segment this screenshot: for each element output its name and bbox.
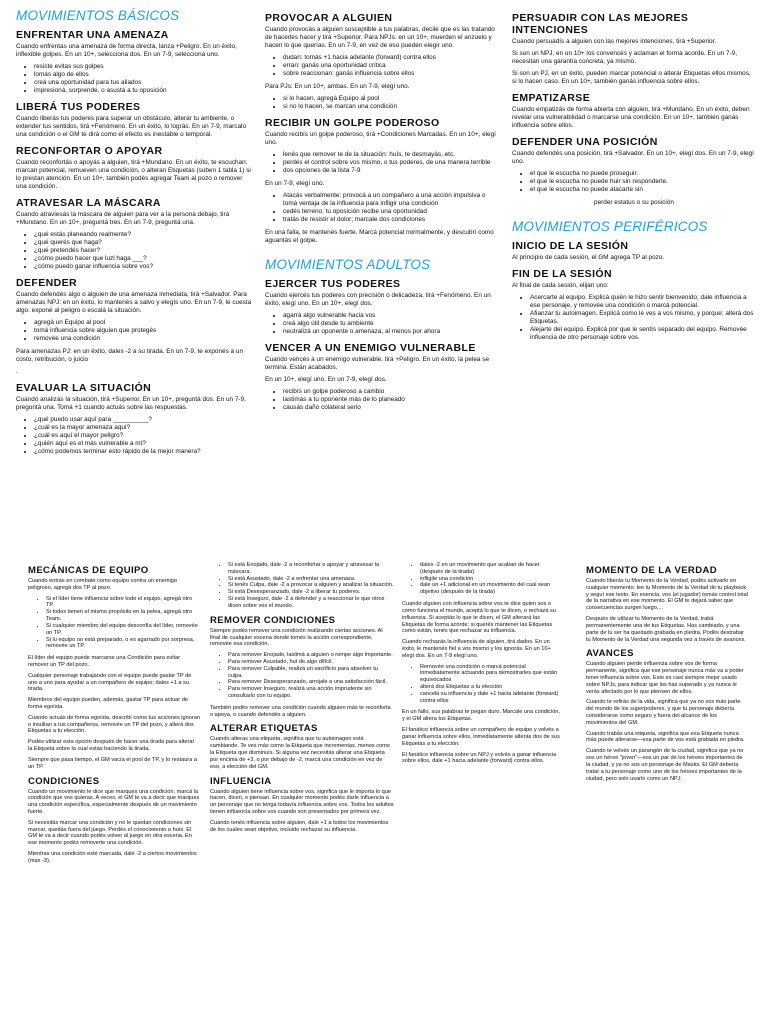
move-title: INFLUENCIA <box>210 775 272 787</box>
move-title: EJERCER TUS PODERES <box>265 278 401 290</box>
list-item: • perdés el control sobre vos mismo, o tus poderes, de una manera terrible <box>283 159 501 167</box>
list-item: • Acercarte al equipo. Explicá quién le hizo sentir bienvenido; dale influencia a ese personaje, y removée una condición o marcá potencial. <box>530 294 756 310</box>
move-block <box>512 136 756 207</box>
bullet-list <box>402 664 562 705</box>
move-title: ENFRENTAR UNA AMENAZA <box>16 29 169 41</box>
rule-text: Cuando alguien tiene influencia sobre vos, significa que le importa lo que hacen, dicen, o piensan. En cualquier momento podés darle influencia a un personaje que no tenga todavía influencia sobre vos. Todos los adultos tienen influencia sobre vos cuando son presentados por primera vez. <box>210 788 394 815</box>
rule-text: El fanático influencia sobre un NPJ y volvés a ganar influencia sobre ellos, dale +1 hacia adelante (forward) contra ellos. <box>402 751 557 765</box>
section-title: MOVIMIENTOS BÁSICOS <box>16 8 180 23</box>
rule-text: Cuando alguien pierde influencia sobre vos de forma permanente, significa que ese personaje nunca más va a poder tener influencia sobre vos. Esto es casi siempre mejor usado sobre NPJs, para indicar que los has superado y ya nunca le verás afectado por lo que piensen de ellos. <box>586 661 744 695</box>
list-item: • ¿cómo podemos terminar esto rápido de la mejor manera? <box>34 448 252 456</box>
rule-text: Cuando vencés a un enemigo vulnerable, tirá +Peligro. En un éxito, la pelea se termina. Están acabados. <box>265 356 489 371</box>
rule-text: Cuando provocás a alguien susceptible a tus palabras, decile que es las tratando de hacerles hacer y tirá +Superior. Para NPJs: en un 10+, muerden el anzuelo y hacen lo que querías. En un 7-9, en vez de eso pueden elegir uno. <box>265 26 495 49</box>
move-block <box>265 342 501 412</box>
rule-text: Cuando enfrentas una amenaza de forma directa, lanza +Peligro. En un éxito, inflexible golpes. En un 10+, selecciona dos. En un 7-9, selecciona uno. <box>16 43 237 58</box>
section-title: MOVIMIENTOS PERIFÉRICOS <box>512 219 708 234</box>
rule-text: Cuando alguien con influencia sobre vos te dice quien sos o como funciona el mundo, aceptá lo que te dicen, o rechazá su influencia. Si aceptás lo que te dicen, el GM alterará las Etiquetas de forma acorde; si querés mantener las Etiquetas como están, tenés que rechazar su influencia. <box>402 601 556 635</box>
list-item: • Si está Enojado, dale -2 a reconfortar o apoyar y atravesar la máscara. <box>228 562 394 576</box>
rule-text: Cuando empatizás de forma abierta con alguien, tirá +Mundano. En un éxito, deben revelar una vulnerabilidad o marcarse una condición. En un 10+, también ganás influencia sobre ellos. <box>512 106 750 129</box>
list-item: • Para remover Enojado, lastimá a alguien o rompe algo importante. <box>228 652 394 659</box>
rule-text: Cuando analizás la situación, tirá +Superior. En un 10+, preguntá dos. En un 7-9, preguntá una. Tomá +1 cuando actuás sobre las respuestas. <box>16 396 246 411</box>
move-block <box>16 145 252 191</box>
move-block <box>265 117 501 245</box>
list-item: • lomás algo de ellos <box>34 71 252 79</box>
rule-text: Para amenazas PJ: en un éxito, dales -2 a su tirada. En un 7-9, te exponés a un costo, retribución, o juicio <box>16 348 244 363</box>
list-item: • ¿cómo puedo ganar influencia sobre vos? <box>34 263 252 271</box>
list-item: • dale un +1 adicional en un movimiento del cual sean objetivo (después de la tirada) <box>420 582 562 596</box>
rule-text: perder estatus o su posición <box>594 199 674 206</box>
bullet-list <box>265 54 501 78</box>
list-item: • neutralizá un oponente o amenaza, al menos por ahora <box>283 328 501 336</box>
list-item: • Para remover Culpable, realizá un sacrificio para absolver tu culpa. <box>228 666 394 680</box>
move-block <box>265 12 501 111</box>
move-title: PERSUADIR CON LAS MEJORES INTENCIONES <box>512 12 689 36</box>
list-item: • tomá influencia sobre alguien que protegés <box>34 327 252 335</box>
move-title: ATRAVESAR LA MÁSCARA <box>16 197 161 209</box>
rule-text: Cuando persuadís a alguien con las mejores intenciones, tirá +Superior. <box>512 38 717 45</box>
move-title: RECIBIR UN GOLPE PODEROSO <box>265 117 440 129</box>
rule-text: También podés remover una condición cuando alguien más te reconforta o apoya, o cuando defendés a alguien. <box>210 704 391 718</box>
move-block <box>16 197 252 271</box>
bullet-list <box>265 192 501 224</box>
rule-text: Al principio de cada sesión, el GM agrega TP al pozo. <box>512 254 665 261</box>
list-item: • ¿qué pretendés hacer? <box>34 247 252 255</box>
column-team-mechanics <box>28 560 200 1020</box>
move-title: EVALUAR LA SITUACIÓN <box>16 382 152 394</box>
move-title: ALTERAR ETIQUETAS <box>210 723 318 735</box>
rule-text: Cuando reconfortás o apoyás a alguien, tirá +Mundano. En un éxito, te escuchan: marcan potencial, remueven una condición, o alteran Etiquetas (suben 1 tabla 1) si lo prestan atención. En un 10+, también podés agregar Team al pozo o remover una condición. <box>16 159 251 190</box>
bullet-list <box>16 416 252 456</box>
bullet-list <box>402 562 562 596</box>
bullet-list <box>512 170 756 194</box>
list-item: • dos opciones de la lista 7-9 <box>283 167 501 175</box>
rule-text: El líder del equipo puede marcarse una Condición para evitar remover un TP del pozo. <box>28 655 181 668</box>
bullet-list <box>28 596 200 651</box>
bullet-list <box>16 319 252 343</box>
list-item: • Para remover Desesperanzado, arrojale a una satisfacción fácil. <box>228 679 394 686</box>
list-item: • Si todos tienen el mismo propósito en la pelea, agregá otro Team. <box>46 609 200 623</box>
list-item: • creá algo útil desde tu ambiente <box>283 320 501 328</box>
rule-text: Cuando te volvés un parangón de la ciudad, significa que ya no sos un héroe "joven"—sos un par de los héroes importantes de la ciudad, y ya no sos un personaje de Masks. El GM debería tratar a tu personaje como uno de los héroes importantes de la ciudad, pero solo usarlo como un NPJ. <box>586 748 744 782</box>
list-item: • Si lu equipo no está preparado, o es agarrado por sorpresa, removée un TP. <box>46 637 200 651</box>
move-block <box>512 240 756 262</box>
list-item: • recibís un golpe poderoso a cambio <box>283 388 501 396</box>
list-item: • lenés que remover te de la situación: huís, te desmayás, etc. <box>283 151 501 159</box>
rule-text: Miembros del equipo pueden, además, gastar TP para actuar de forma egoísta. <box>28 697 188 710</box>
list-item: • ¿quién aquí es el más vulnerable a mí? <box>34 440 252 448</box>
move-title: LIBERÁ TUS PODERES <box>16 101 141 113</box>
move-block <box>512 268 756 342</box>
list-item: • agarrá algo vulnerable hacia vos <box>283 312 501 320</box>
list-item: • agregá un Equipo al pool <box>34 319 252 327</box>
rule-text: En una falla, te mantenés fuerte. Marcá potencial normalmente, y descubrí como aguantás el golpe. <box>265 229 494 244</box>
spacer <box>512 211 756 217</box>
list-item: • Alejarte del equipo. Explicá por que le sentís separado del equipo. Removée influencia de otro personaje sobre vos. <box>530 326 756 342</box>
move-title: INICIO DE LA SESIÓN <box>512 240 629 252</box>
bullet-list <box>210 652 394 700</box>
rule-text: Al final de cada sesión, elijan uno: <box>512 282 609 289</box>
rule-text: Cuando un movimiento le dice que marques una condición, marcá la condición que vos quieras. A veces, el GM te va a decir que marques una condición específica, especialmente después de un movimiento fuerte. <box>28 788 200 815</box>
move-title: EMPATIZARSE <box>512 92 591 104</box>
rule-text: Cuando te refirás de la vida, significa que ya no sos más parte del mundo de los superpoderes, y que tu personaje debería considerarse como seguro y fuera del alcance de los movimientos del GM. <box>586 699 741 726</box>
rule-text: Cualquier personaje trabajando con el equipo puede gastar TP de uno a uno para ayudar a un compañero de equipo; dales +1 a su tirada. <box>28 672 192 693</box>
move-block <box>210 776 394 834</box>
move-block <box>512 92 756 130</box>
rule-text: El fanático influencia sobre un compañero de equipo y volvés a ganar influencia sobre ellos, inmediatamente alterás dos de sus Etiquetas a tu elección. <box>402 727 560 747</box>
rule-text: Cuando atraviesás la máscara de alguien para ver a la persona debajo, tirá +Mundano. En un 10+, preguntá tres. En un 7-9, preguntá una. <box>16 211 230 226</box>
list-item: • el que le escucha no puede proseguir. <box>530 170 756 178</box>
rule-text: Cuando recibís un golpe poderoso, tirá +Condiciones Marcadas. En un 10+, elegí uno. <box>265 131 496 146</box>
spacer <box>265 249 501 255</box>
move-block <box>265 278 501 336</box>
rule-text: Cuando actuás de forma egoísta, describí como tus acciones ignoran o insultan a tus compañeros, removée un TP del pozo, y alterá dos Etiquetas a tu elección. <box>28 714 200 735</box>
list-item: • ¿cuál es aquí el mayor peligro? <box>34 432 252 440</box>
move-title: CONDICIONES <box>28 775 100 787</box>
rule-text: Cuando rechazás la influencia de alguien, tirá dados. En un éxito, le mantenés fiel a vos mismo y los ignorás. En un 10+ elegí dos. En un 7-9 elegí uno. <box>402 639 551 659</box>
rule-text: Cuando defendés una posición, tirá +Salvador. En un 10+, elegí dos. En un 7-9, elegí uno. <box>512 150 754 165</box>
bullet-list <box>265 95 501 111</box>
list-item: • dales -2 en un movimiento que acaban de hacer (después de la tirada) <box>420 562 562 576</box>
bullet-list <box>16 63 252 95</box>
move-block <box>16 101 252 139</box>
list-item: • Si tenés Culpa, dale -2 a provocar a alguien y analizar la situación. <box>228 582 394 589</box>
list-item: • Si cualquier miembro del equipo desconfía del líder, removée un TP. <box>46 623 200 637</box>
bullet-list <box>512 294 756 342</box>
list-item: • el que le escucha no puede atacarte sin <box>530 186 756 194</box>
list-item: • Si el líder tiene influencia sobre todo el equipo, agregá otro TP. <box>46 596 200 610</box>
rule-text: Cuando defendés algo o alguien de una amenaza inmediata, tirá +Salvador. Para amenazas NPJ: en un éxito, lo mantenés a salvo y elegís uno. En un 7-9, le cuesta algo: exponé al peligro o escalá la situación. <box>16 291 252 314</box>
list-item: • erran: ganás una oportunidad crítica <box>283 62 501 70</box>
rule-text: Si son un NPJ, en un 10+ los convencés y aclaman el forma acorde. En un 7-9, necesitan una garantía concreta, ya mismo. <box>512 50 738 65</box>
list-item: • sobre reaccionan: ganás influencia sobre ellos <box>283 70 501 78</box>
move-title: MOMENTO DE LA VERDAD <box>586 565 717 576</box>
rule-text: Después de utilizar tu Momento de la Verdad, trabá permanentemente una de tus Etiquetas. Has cambiado, y una parte de lu ser ha quedado grabada en piedra. Podés destrabar tu Momento de la Verdad una segunda vez a través de avances. <box>586 616 746 643</box>
column-persuade-peripheral-moves <box>512 6 756 534</box>
move-block <box>210 562 394 610</box>
list-item: • el que le escucha no puede huir sin responderle. <box>530 178 756 186</box>
list-item: • Para remover Inseguro, realizá una acción imprudente sin consultarlo con tu equipo. <box>228 686 394 700</box>
move-block <box>586 648 748 782</box>
list-item: • resiste evitas sus golpes <box>34 63 252 71</box>
list-item: • si lo hacen, agregá Equipo al pool <box>283 95 501 103</box>
bullet-list <box>210 562 394 610</box>
list-item: • impresioná, sorprendé, o asustá a tu oposición <box>34 87 252 95</box>
move-title: MECÁNICAS DE EQUIPO <box>28 565 149 576</box>
column-influence-rejection <box>402 560 562 1020</box>
list-item: • dudan: tomás +1 hacia adelante (forward) contra ellos <box>283 54 501 62</box>
move-title: FIN DE LA SESIÓN <box>512 268 612 280</box>
move-title: VENCER A UN ENEMIGO VULNERABLE <box>265 342 476 354</box>
move-block <box>402 562 562 765</box>
move-block <box>586 565 748 643</box>
move-title: REMOVER CONDICIONES <box>210 614 336 626</box>
move-block <box>512 12 756 86</box>
rule-text: Cuando tenés influencia sobre alguien, dale +1 a todos los movimientos de los cuales sean objetivo, incluido rechazar su influencia. <box>210 819 389 833</box>
rule-text: Cuando liberás tu Momento de la Verdad, podés activarlo en cualquier momento: lee tu Momento de la Verdad de tu playbook y seguí ese texto. En esencia, vos (el jugador) tomás control total de la narrativa en ese momento. El GM te dejará saber que consecuencias surgen luego.... <box>586 578 748 612</box>
list-item: • creá una oportunidad para tus aliados <box>34 79 252 87</box>
column-basic-moves <box>16 6 252 534</box>
list-item: • ¿cómo puedo hacer que luzl haga ___? <box>34 255 252 263</box>
move-block <box>210 723 394 770</box>
rule-text: Cuando alteras una etiqueta, significa que tu autoimagen está cambiando. Te ves más como la Etiqueta que incrementas, menos como la Etiqueta que disminuís. Si alguna vez necesitás alterar una Etiqueta por encima de +3, o por debajo de -2, marcá una condición en vez de eso, a elección del GM. <box>210 736 390 770</box>
rule-text: Si son un PJ, en un éxito, pueden marcar potencial o alterar Etiquetas ellos mismos, si lo hacen caso. En un 10+, también ganás influencia sobre ellos. <box>512 70 751 85</box>
rule-text: Si necesitás marcar una condición y no le quedan condiciones sin marcar, quedás fuera del juego. Perdés el conocimiento o huís. El GM te va a decir cuando podés volver al juego en otra escena. En ese momento podés removerte una condición. <box>28 819 192 847</box>
rule-text: Cuando ejercés tus poderes con precisión o delicadeza, tirá +Fenómeno. En un éxito, elegí uno. En un 10+, elegí dos. <box>265 292 491 307</box>
column-provoke-adult-moves <box>265 6 501 534</box>
list-item: • Atacás verbalmente: provocá a un compañero a una acción impulsiva o tomá ventaja de la influencia para infligir una condición <box>283 192 501 208</box>
column-moment-of-truth-advances <box>586 560 748 1020</box>
list-item: • ¿qué estás planeando realmente? <box>34 231 252 239</box>
list-item: • causás daño colateral serio <box>283 404 501 412</box>
rule-text: Siempre que pasa tiempo, el GM vacía el pool de TP, y lo restaura a un TP. <box>28 756 197 770</box>
list-item: • Para remover Asustado, huí de algo difícil. <box>228 659 394 666</box>
bullet-list <box>265 312 501 336</box>
rule-text: En un 10+, elegí uno. En un 7-9, elegí dos. <box>265 376 387 383</box>
bullet-list <box>265 151 501 175</box>
list-item: • removée una condición <box>34 335 252 343</box>
list-item: • Removée una condición o marcá potencial inmediatamente actuando para demostrarles que están equivocados <box>420 664 562 684</box>
move-title: DEFENDER <box>16 277 77 289</box>
list-item: • ¿qué querés que haga? <box>34 239 252 247</box>
section-title: MOVIMIENTOS ADULTOS <box>265 257 431 272</box>
list-item: • cedés terreno; tu oposición recibe una oportunidad <box>283 208 501 216</box>
rule-text: Mientras una condición esté marcada, dale -2 a ciertos movimientos (max -3). <box>28 851 197 864</box>
list-item: • ¿qué puedo usar aquí para __________? <box>34 416 252 424</box>
rule-text: . <box>16 368 18 375</box>
rule-text: En un 7-9, elegí uno. <box>265 180 325 187</box>
list-item: • lastimás a tu oponente más de lo planeado <box>283 396 501 404</box>
list-item: • Si está Desesperanzado, dale -2 a liberar tu poderes. <box>228 589 394 596</box>
rule-text: Cuando liberás tus poderes para superar un obstáculo, alterar tu ambiente, o extender tus sentidos, tirá +Fenómeno. En un éxito, lo lográs. En un 7-9, marcalo una condición o el GM te dirá como el efecto es inestable o temporal. <box>16 115 247 138</box>
rule-text: Siempre podés remover una condición realizando ciertas acciones. Al final de cualquier escena donde tomés la acción correspondiente, removée esa condición. <box>210 627 383 648</box>
move-block <box>210 615 394 719</box>
move-title: DEFENDER UNA POSICIÓN <box>512 136 658 148</box>
list-item: • Si está Inseguro, dale -2 a defender y a reaccionar lo que otros dicen sobre vos el mundo. <box>228 596 394 610</box>
list-item: • Si está Asustado, dale -2 a enfrentar una amenaza. <box>228 576 394 583</box>
rule-text: Para PJs: En un 10+, ambas. En un 7-9, elegí uno. <box>265 83 410 90</box>
move-block <box>16 382 252 456</box>
move-title: RECONFORTAR O APOYAR <box>16 145 163 157</box>
bullet-list <box>265 388 501 412</box>
rule-text: Cuando trabás una etiqueta, significa que esa Etiqueta nunca más puede alterarse—esa parte de vos está grabada en piedra. <box>586 730 745 744</box>
list-item: • Afianzar tu autoimagen. Explicá como le ves a vos mismo, y porque; alterá dos Etiquetas. <box>530 310 756 326</box>
move-block <box>16 29 252 95</box>
list-item: • ¿cuál es la mayor amenaza aquí? <box>34 424 252 432</box>
rule-text: En un fallo, sus palabras te pegan duro. Marcale una condición, y el GM altera tus Etiquetas. <box>402 709 560 723</box>
rule-text: Cuando entrás en combate como equipo contra un enemigo peligroso, agregá dos TP al pozo. <box>28 578 177 591</box>
move-block <box>28 776 200 865</box>
bullet-list <box>16 231 252 271</box>
move-block <box>16 277 252 376</box>
move-title: AVANCES <box>586 648 634 660</box>
list-item: • si no lo hacen, se marcan una condición <box>283 103 501 111</box>
list-item: • tratás de resistir el dolor; marcale dos condiciones <box>283 216 501 224</box>
list-item: • infligile una condición <box>420 576 562 583</box>
list-item: • alterá dos Etiquetas a tu elección <box>420 684 562 691</box>
move-title: PROVOCAR A ALGUIEN <box>265 12 393 24</box>
move-block <box>28 565 200 771</box>
rule-text: Podés utilizar esta opción después de hacer una tirada para alterar la Etiqueta sobre la cual estás haciendo la tirada. <box>28 739 195 753</box>
column-conditions-influence <box>210 560 394 1020</box>
list-item: • cancelá su influencia y dale +1 hacia adelante (forward) contra ellos <box>420 691 562 705</box>
